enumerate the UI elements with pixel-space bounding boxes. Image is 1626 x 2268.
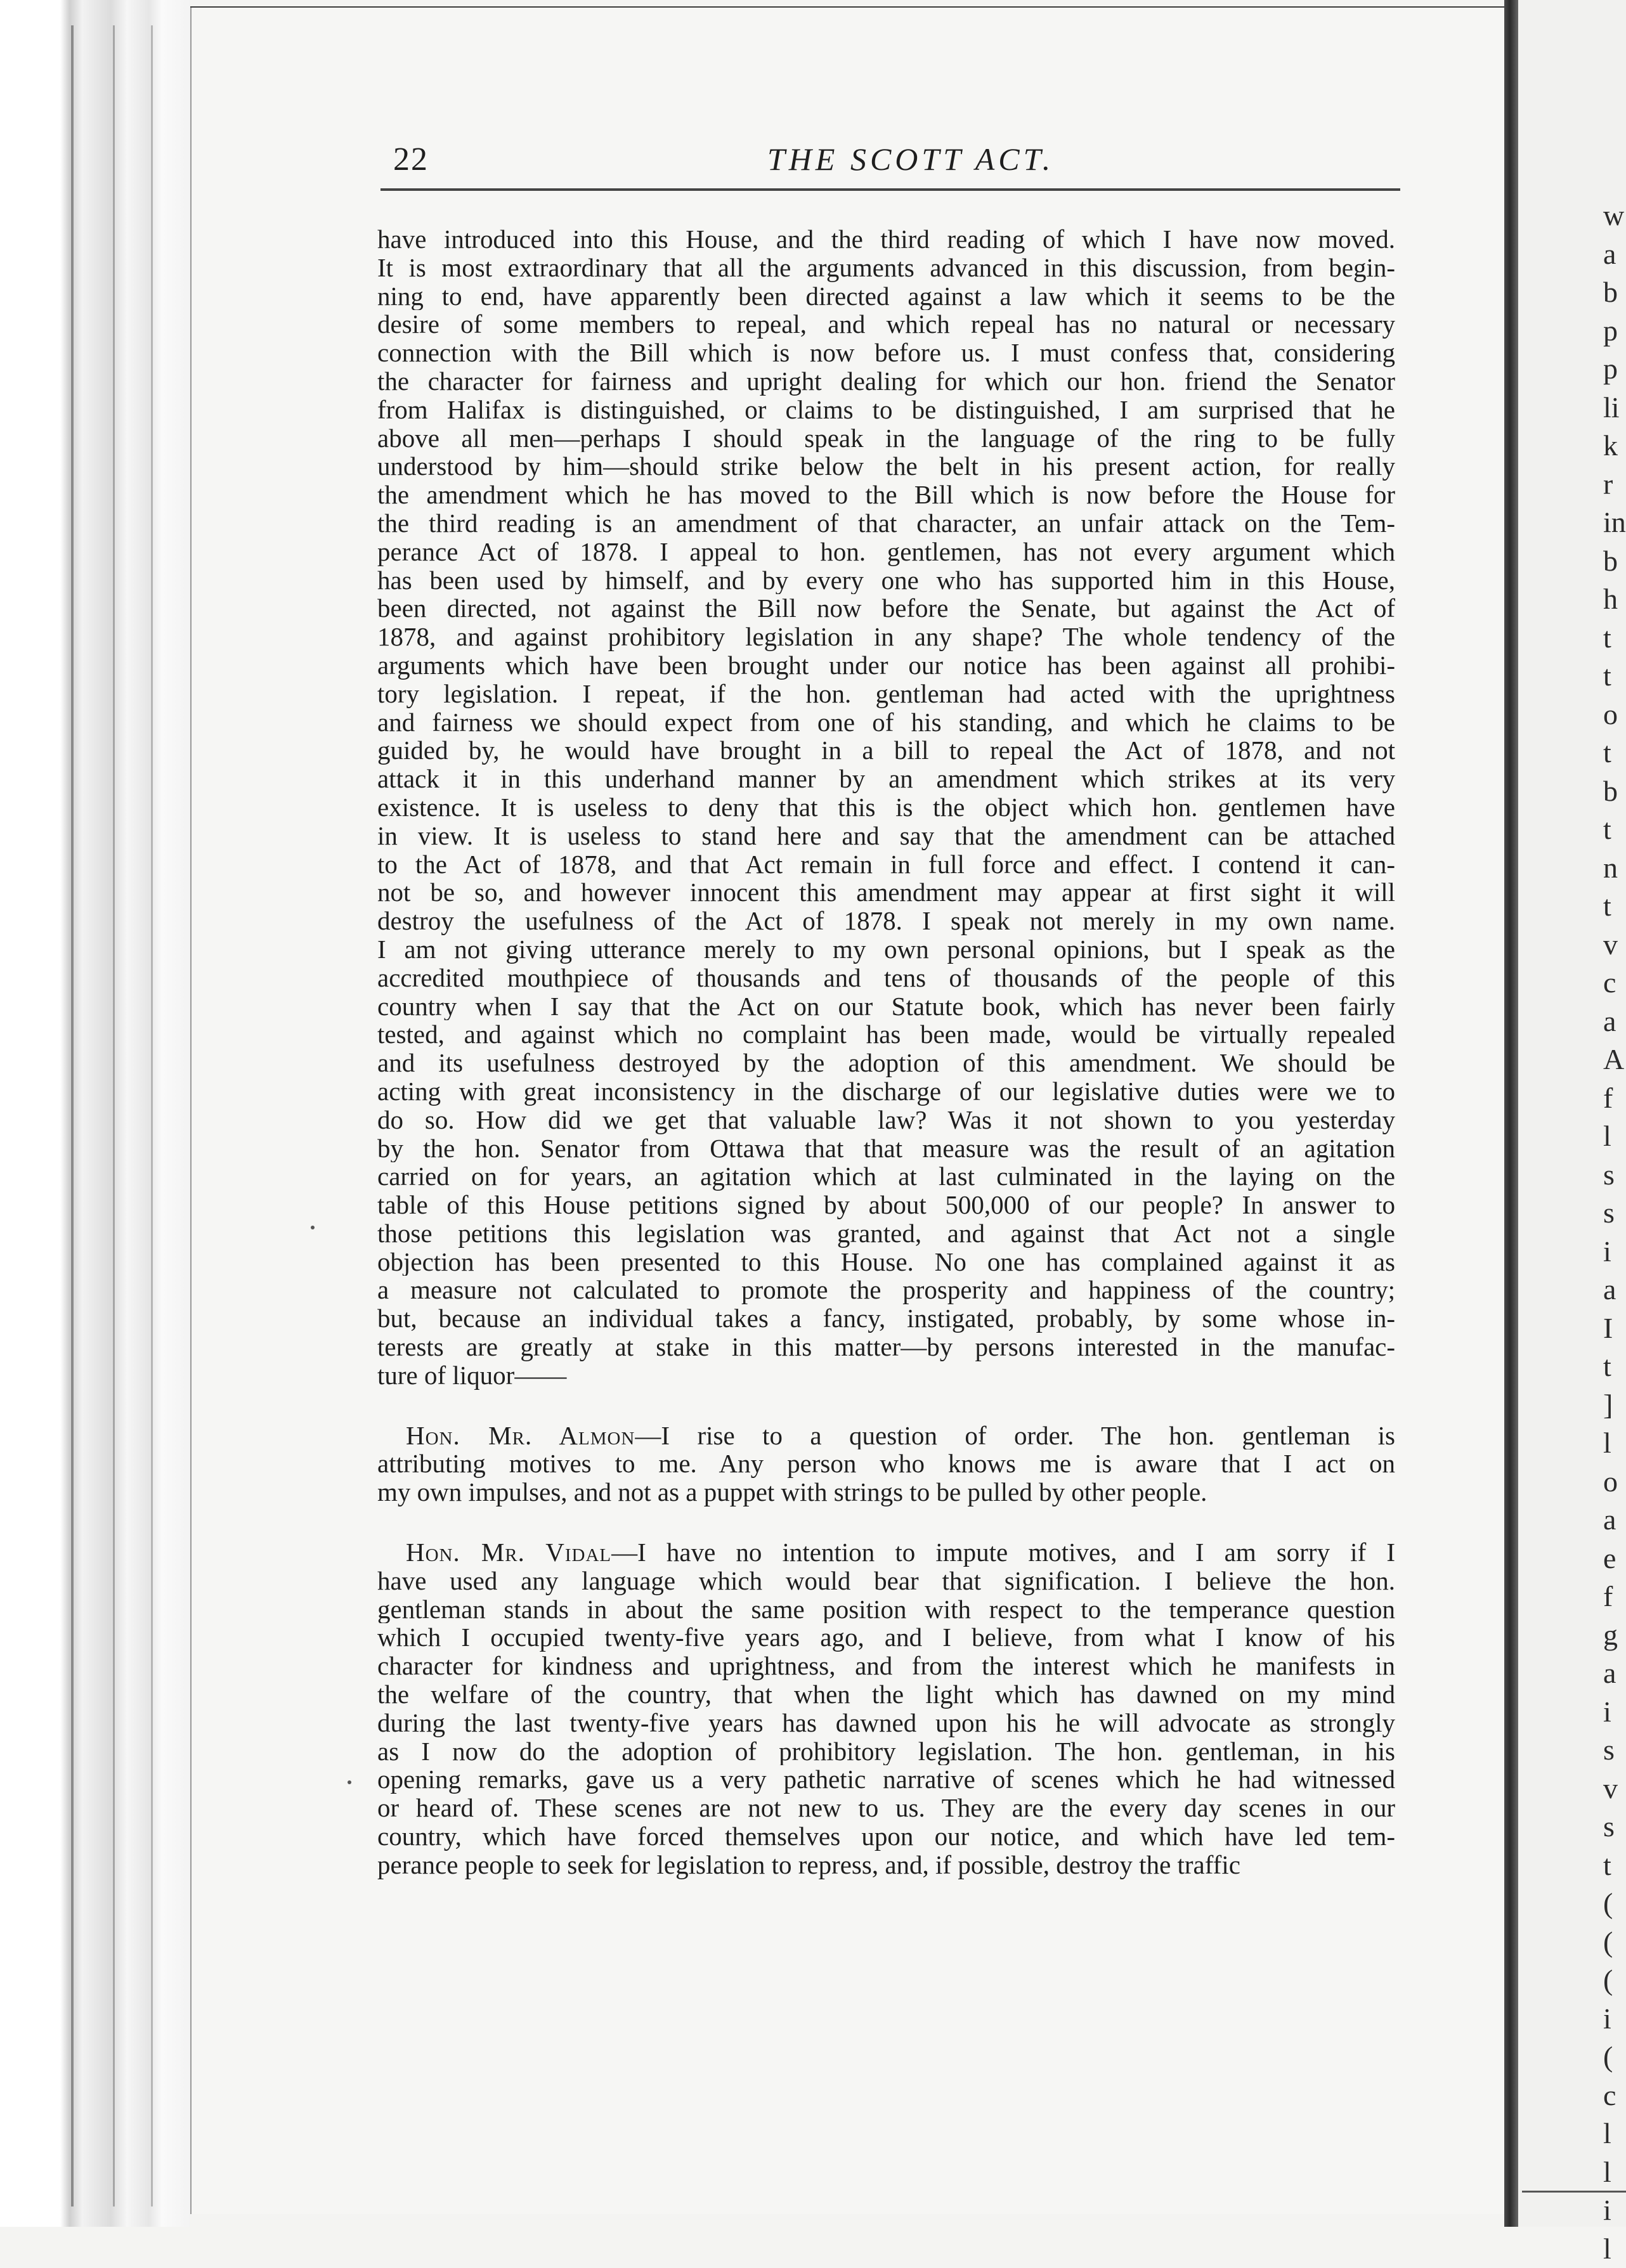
facing-fragment: f [1603, 1079, 1626, 1118]
margin-mark [311, 1226, 315, 1229]
text-line: to the Act of 1878, and that Act remain in full force and effect. I contend it can- [377, 850, 1395, 879]
facing-fragment: s [1603, 1808, 1626, 1846]
text-line: have introduced into this House, and the third reading of which I have now moved. [377, 225, 1395, 254]
facing-fragment: t [1603, 810, 1626, 849]
facing-fragment: o [1603, 696, 1626, 734]
facing-fragment: h [1603, 580, 1626, 619]
facing-fragment: i [1603, 2000, 1626, 2038]
text-line: from Halifax is distinguished, or claims to be distinguished, I am surprised that he [377, 396, 1395, 424]
text-line: terests are greatly at stake in this matter—by persons interested in the manufac- [377, 1333, 1395, 1361]
paragraph-speech-continued [377, 225, 1395, 1390]
text-line: Hon. Mr. Almon—I rise to a question of order. The hon. gentleman is [377, 1422, 1395, 1450]
text-line: carried on for years, an agitation which at last culminated in the laying on the [377, 1162, 1395, 1191]
facing-fragment: in [1603, 503, 1626, 542]
facing-fragment: r [1603, 465, 1626, 504]
text-line: attack it in this underhand manner by an amendment which strikes at its very [377, 765, 1395, 793]
facing-fragment: v [1603, 1770, 1626, 1808]
text-line: the amendment which he has moved to the Bill which is now before the House for [377, 481, 1395, 509]
text-line: not be so, and however innocent this amendment may appear at first sight it will [377, 878, 1395, 907]
facing-fragment: li [1603, 389, 1626, 427]
text-line: It is most extraordinary that all the arguments advanced in this discussion, from begin- [377, 254, 1395, 282]
text-line: desire of some members to repeal, and which repeal has no natural or necessary [377, 310, 1395, 339]
facing-fragment: f [1603, 1578, 1626, 1616]
text-line: existence. It is useless to deny that this is the object which hon. gentlemen have [377, 793, 1395, 822]
facing-fragment: i [1603, 2191, 1626, 2230]
facing-fragment: w [1603, 197, 1626, 235]
text-line: country when I say that the Act on our Statute book, which has never been fairly [377, 992, 1395, 1021]
text-line: table of this House petitions signed by about 500,000 of our people? In answer to [377, 1191, 1395, 1219]
text-line: has been used by himself, and by every one who has supported him in this House, [377, 566, 1395, 595]
header-rule [380, 188, 1400, 191]
facing-fragment: a [1603, 1501, 1626, 1539]
text-line: and its usefulness destroyed by the adoption of this amendment. We should be [377, 1049, 1395, 1077]
speaker-name: Hon. Mr. Almon [406, 1422, 635, 1450]
facing-fragment: p [1603, 350, 1626, 389]
facing-fragment: l [1603, 2230, 1626, 2268]
text-line: and fairness we should expect from one of his standing, and which he claims to be [377, 708, 1395, 737]
text-line: the welfare of the country, that when the light which has dawned on my mind [377, 1680, 1395, 1709]
text-line: been directed, not against the Bill now before the Senate, but against the Act of [377, 594, 1395, 623]
facing-fragment: c [1603, 964, 1626, 1002]
text-line: those petitions this legislation was granted, and against that Act not a single [377, 1219, 1395, 1248]
facing-fragment: ( [1603, 1961, 1626, 2000]
facing-fragment: s [1603, 1731, 1626, 1770]
facing-fragment: i [1603, 1693, 1626, 1732]
facing-fragment: I [1603, 1309, 1626, 1348]
facing-fragment: l [1603, 1117, 1626, 1156]
facing-fragment: g [1603, 1616, 1626, 1655]
page-edge-line [151, 25, 153, 2206]
text-line: opening remarks, gave us a very pathetic narrative of scenes which he had witnessed [377, 1765, 1395, 1794]
facing-fragment: t [1603, 887, 1626, 926]
facing-fragment: i [1603, 1233, 1626, 1271]
page-edge-line [71, 25, 74, 2206]
facing-fragment: t [1603, 1347, 1626, 1386]
facing-fragment: o [1603, 1463, 1626, 1501]
text-line: gentleman stands in about the same position with respect to the temperance question [377, 1595, 1395, 1624]
running-title: THE SCOTT ACT. [767, 141, 1054, 178]
facing-fragment: s [1603, 1194, 1626, 1233]
book-binding [1504, 0, 1518, 2227]
text-line: connection with the Bill which is now before us. I must confess that, considering [377, 339, 1395, 367]
facing-fragment: ( [1603, 1923, 1626, 1962]
text-line: in view. It is useless to stand here and say that the amendment can be attached [377, 822, 1395, 850]
facing-fragment: k [1603, 427, 1626, 465]
body-text [377, 225, 1395, 1879]
text-line: as I now do the adoption of prohibitory legislation. The hon. gentleman, in his [377, 1737, 1395, 1766]
facing-fragment: v [1603, 926, 1626, 964]
facing-fragment: ] [1603, 1386, 1626, 1425]
text-line: ture of liquor—— [377, 1361, 1395, 1390]
speaker-name: Hon. Mr. Vidal [406, 1538, 611, 1567]
text-line: character for kindness and uprightness, and from the interest which he manifests in [377, 1652, 1395, 1680]
text-line: tory legislation. I repeat, if the hon. gentleman had acted with the uprightness [377, 680, 1395, 708]
facing-fragment: e [1603, 1539, 1626, 1578]
text-line: do so. How did we get that valuable law? Was it not shown to you yesterday [377, 1106, 1395, 1134]
text-line: perance Act of 1878. I appeal to hon. gentlemen, has not every argument which [377, 538, 1395, 566]
text-line: arguments which have been brought under our notice has been against all prohibi- [377, 651, 1395, 680]
facing-fragment: l [1603, 1424, 1626, 1463]
paragraph-vidal [377, 1538, 1395, 1879]
text-line: I am not giving utterance merely to my own personal opinions, but I speak as the [377, 935, 1395, 964]
running-head [393, 141, 1408, 191]
facing-fragment: A [1603, 1040, 1626, 1079]
text-line: the character for fairness and upright dealing for which our hon. friend the Senator [377, 367, 1395, 396]
page-edge-line [113, 25, 115, 2206]
text-line: perance people to seek for legislation to repress, and, if possible, destroy the traffic [377, 1851, 1395, 1879]
text-line: which I occupied twenty-five years ago, and I believe, from what I know of his [377, 1623, 1395, 1652]
text-line: guided by, he would have brought in a bill to repeal the Act of 1878, and not [377, 736, 1395, 765]
facing-fragment: t [1603, 619, 1626, 658]
text-line: objection has been presented to this House. No one has complained against it as [377, 1248, 1395, 1276]
book-page-edges [0, 0, 190, 2227]
facing-fragment: b [1603, 273, 1626, 312]
facing-fragment: p [1603, 312, 1626, 351]
text-line: Hon. Mr. Vidal—I have no intention to impute motives, and I am sorry if I [377, 1538, 1395, 1567]
facing-fragment: s [1603, 1156, 1626, 1195]
text-line: tested, and against which no complaint has been made, would be virtually repealed [377, 1020, 1395, 1049]
text-line: 1878, and against prohibitory legislation in any shape? The whole tendency of the [377, 623, 1395, 651]
facing-page-text-fragments [1603, 197, 1626, 2268]
text-line: acting with great inconsistency in the discharge of our legislative duties were we to [377, 1077, 1395, 1106]
text-line: the third reading is an amendment of that character, an unfair attack on the Tem- [377, 509, 1395, 538]
text-line: my own impulses, and not as a puppet with strings to be pulled by other people. [377, 1478, 1395, 1507]
facing-fragment: l [1603, 2115, 1626, 2153]
text-line: by the hon. Senator from Ottawa that that measure was the result of an agitation [377, 1134, 1395, 1163]
facing-fragment: n [1603, 849, 1626, 888]
text-line: accredited mouthpiece of thousands and tens of thousands of the people of this [377, 964, 1395, 992]
facing-fragment: b [1603, 772, 1626, 811]
text-line: or heard of. These scenes are not new to us. They are the every day scenes in our [377, 1794, 1395, 1822]
facing-fragment: t [1603, 1846, 1626, 1885]
text-line: ning to end, have apparently been directed against a law which it seems to be the [377, 282, 1395, 311]
text-line: country, which have forced themselves upon our notice, and which have led tem- [377, 1822, 1395, 1851]
facing-fragment: a [1603, 1654, 1626, 1693]
facing-fragment: ( [1603, 1884, 1626, 1923]
margin-mark [348, 1780, 351, 1784]
text-line: during the last twenty-five years has dawned upon his he will advocate as strongly [377, 1709, 1395, 1737]
text-line: understood by him—should strike below the belt in his present action, for really [377, 452, 1395, 481]
facing-fragment: a [1603, 235, 1626, 274]
text-line: have used any language which would bear that signification. I believe the hon. [377, 1567, 1395, 1595]
text-line: but, because an individual takes a fancy, instigated, probably, by some whose in- [377, 1304, 1395, 1333]
text-line: a measure not calculated to promote the prosperity and happiness of the country; [377, 1276, 1395, 1304]
facing-fragment: a [1603, 1002, 1626, 1041]
facing-fragment: t [1603, 657, 1626, 696]
text-line: attributing motives to me. Any person who knows me is aware that I act on [377, 1449, 1395, 1478]
facing-page-rule [1522, 2191, 1626, 2193]
facing-fragment: ( [1603, 2038, 1626, 2077]
text-line: destroy the usefulness of the Act of 1878. I speak not merely in my own name. [377, 907, 1395, 935]
facing-fragment: l [1603, 2153, 1626, 2192]
paragraph-almon [377, 1422, 1395, 1507]
text-line: above all men—perhaps I should speak in the language of the ring to be fully [377, 424, 1395, 453]
facing-fragment: b [1603, 542, 1626, 581]
page-number: 22 [393, 141, 429, 178]
facing-fragment: t [1603, 734, 1626, 772]
facing-fragment: a [1603, 1271, 1626, 1309]
facing-fragment: c [1603, 2077, 1626, 2115]
